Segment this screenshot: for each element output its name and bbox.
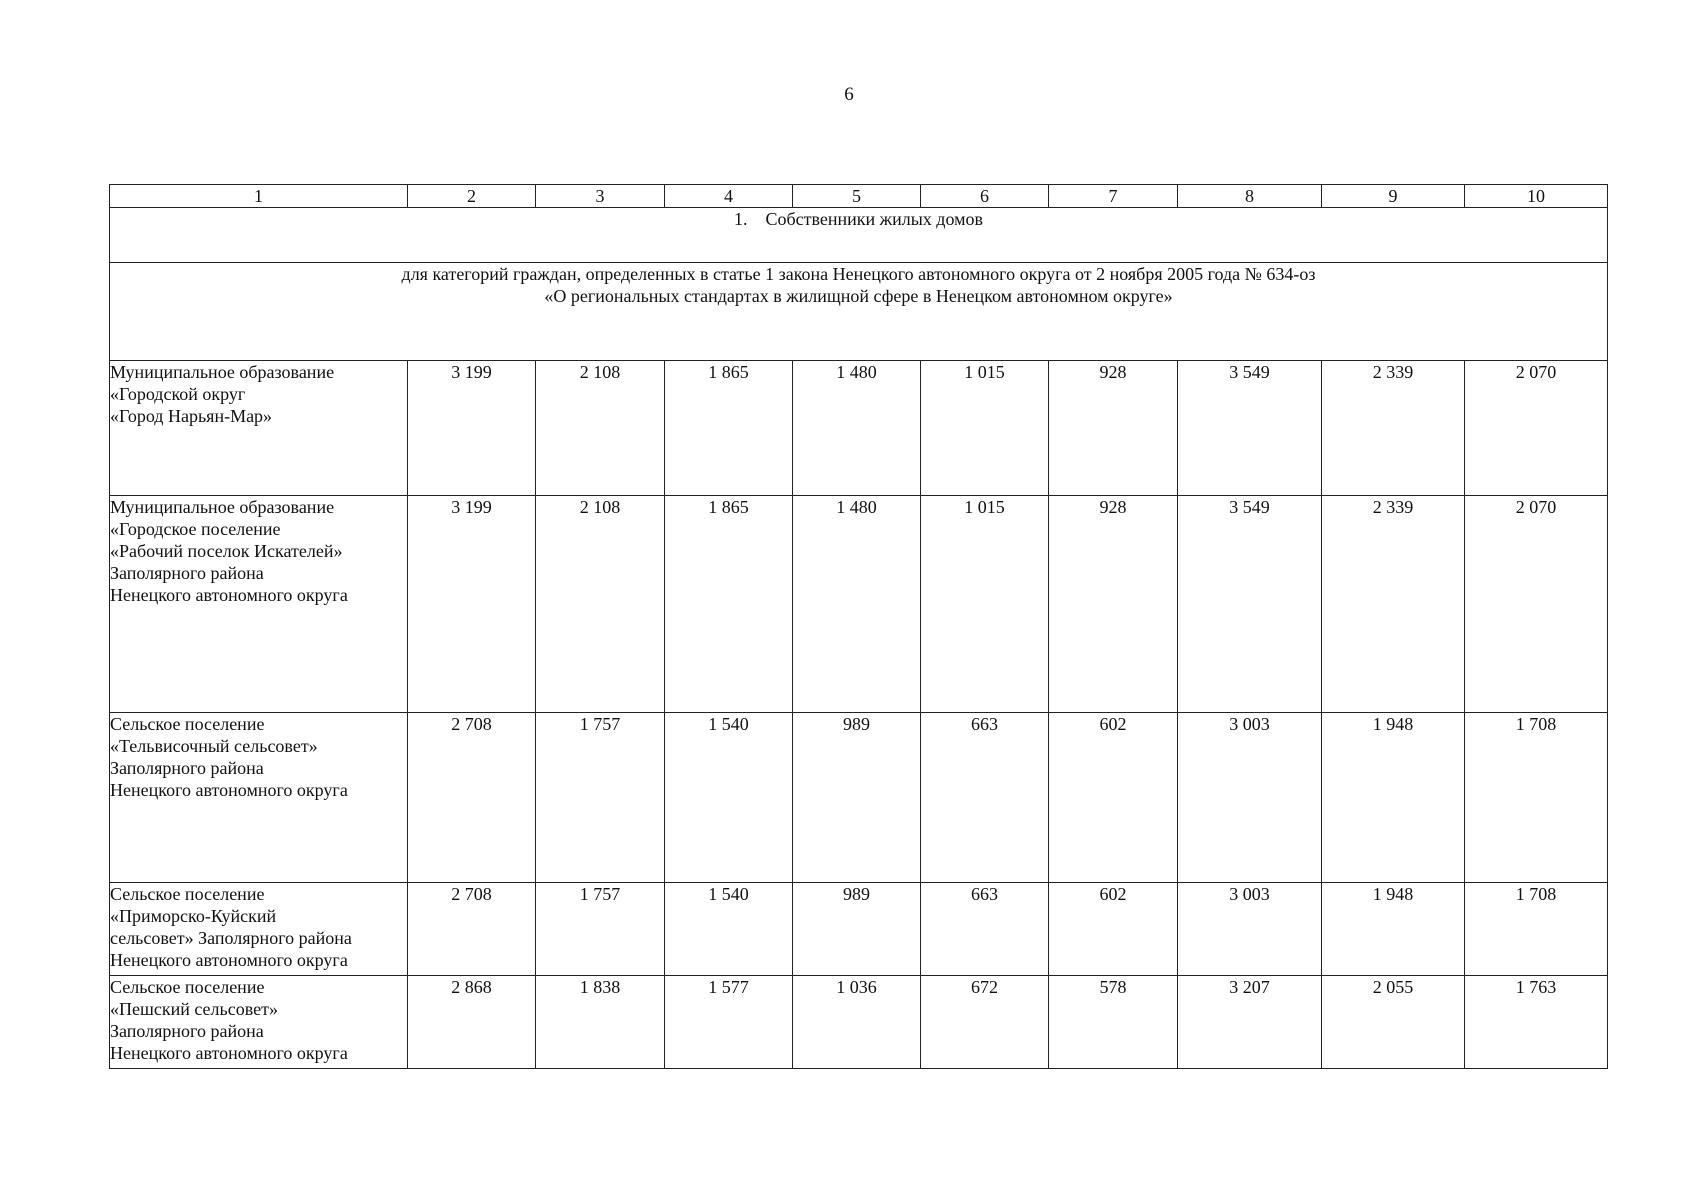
value-cell: 2 339	[1322, 496, 1465, 713]
table-row	[110, 713, 1608, 883]
value-cell: 928	[1049, 361, 1178, 496]
value-cell: 1 036	[793, 976, 921, 1069]
category-description	[110, 263, 1608, 361]
municipality-name-line: «Город Нарьян-Мар»	[110, 406, 273, 426]
municipality-name-line: Ненецкого автономного округа	[110, 950, 348, 970]
municipality-name-line: Сельское поселение	[110, 884, 265, 904]
column-number: 3	[536, 185, 665, 208]
value-cell: 1 838	[536, 976, 665, 1069]
column-number: 1	[110, 185, 408, 208]
category-description-line: «О региональных стандартах в жилищной сфере в Ненецком автономном округе»	[544, 286, 1173, 306]
value-cell: 1 865	[665, 496, 793, 713]
municipality-name-line: Заполярного района	[110, 1021, 264, 1041]
value-cell: 2 339	[1322, 361, 1465, 496]
municipality-name-line: Муниципальное образование	[110, 497, 335, 517]
municipality-name	[110, 361, 408, 496]
table-row	[110, 496, 1608, 713]
municipality-name-line: Заполярного района	[110, 563, 264, 583]
value-cell: 3 003	[1178, 713, 1322, 883]
value-cell: 3 549	[1178, 361, 1322, 496]
municipality-name-line: Муниципальное образование	[110, 362, 335, 382]
value-cell: 2 708	[408, 713, 536, 883]
value-cell: 1 757	[536, 883, 665, 976]
value-cell: 3 003	[1178, 883, 1322, 976]
column-number: 6	[921, 185, 1049, 208]
municipality-name-line: «Пешский сельсовет»	[110, 999, 278, 1019]
value-cell: 2 055	[1322, 976, 1465, 1069]
municipality-name-line: Сельское поселение	[110, 714, 265, 734]
column-number: 10	[1465, 185, 1608, 208]
value-cell: 1 015	[921, 496, 1049, 713]
value-cell: 1 540	[665, 713, 793, 883]
value-cell: 2 108	[536, 496, 665, 713]
municipality-name-line: Заполярного района	[110, 758, 264, 778]
value-cell: 602	[1049, 883, 1178, 976]
value-cell: 663	[921, 713, 1049, 883]
page-number: 6	[844, 84, 854, 105]
value-cell: 1 480	[793, 496, 921, 713]
column-number: 5	[793, 185, 921, 208]
value-cell: 1 948	[1322, 713, 1465, 883]
column-number: 9	[1322, 185, 1465, 208]
value-cell: 1 015	[921, 361, 1049, 496]
column-number: 8	[1178, 185, 1322, 208]
table-row	[110, 976, 1608, 1069]
municipality-name	[110, 883, 408, 976]
value-cell: 989	[793, 713, 921, 883]
value-cell: 663	[921, 883, 1049, 976]
value-cell: 2 070	[1465, 496, 1608, 713]
category-description-line: для категорий граждан, определенных в статье 1 закона Ненецкого автономного округа от 2 ноября 2005 года № 634-оз	[401, 264, 1316, 284]
section-heading	[110, 208, 1608, 263]
value-cell: 928	[1049, 496, 1178, 713]
value-cell: 578	[1049, 976, 1178, 1069]
value-cell: 672	[921, 976, 1049, 1069]
value-cell: 1 480	[793, 361, 921, 496]
column-number-row	[110, 185, 1608, 208]
value-cell: 3 549	[1178, 496, 1322, 713]
value-cell: 2 708	[408, 883, 536, 976]
value-cell: 3 199	[408, 496, 536, 713]
municipality-name	[110, 976, 408, 1069]
municipality-name-line: «Городской округ	[110, 384, 246, 404]
value-cell: 2 868	[408, 976, 536, 1069]
municipality-name-line: сельсовет» Заполярного района	[110, 928, 352, 948]
value-cell: 2 108	[536, 361, 665, 496]
column-number: 2	[408, 185, 536, 208]
value-cell: 1 708	[1465, 713, 1608, 883]
municipality-name-line: Сельское поселение	[110, 977, 265, 997]
value-cell: 3 207	[1178, 976, 1322, 1069]
column-number: 4	[665, 185, 793, 208]
municipality-name-line: «Рабочий поселок Искателей»	[110, 541, 343, 561]
value-cell: 989	[793, 883, 921, 976]
value-cell: 1 708	[1465, 883, 1608, 976]
municipality-name-line: Ненецкого автономного округа	[110, 1043, 348, 1063]
table-row	[110, 361, 1608, 496]
value-cell: 1 757	[536, 713, 665, 883]
value-cell: 1 540	[665, 883, 793, 976]
municipality-name-line: Ненецкого автономного округа	[110, 780, 348, 800]
section-number: 1.	[733, 209, 748, 229]
municipality-name-line: «Городское поселение	[110, 519, 281, 539]
municipality-name-line: «Тельвисочный сельсовет»	[110, 736, 318, 756]
value-cell: 1 948	[1322, 883, 1465, 976]
municipality-name	[110, 713, 408, 883]
standards-table	[109, 184, 1608, 1069]
section-title: Собственники жилых домов	[765, 209, 984, 229]
municipality-name-line: Ненецкого автономного округа	[110, 585, 348, 605]
value-cell: 2 070	[1465, 361, 1608, 496]
municipality-name	[110, 496, 408, 713]
value-cell: 1 763	[1465, 976, 1608, 1069]
section-row	[110, 208, 1608, 263]
subtitle-row	[110, 263, 1608, 361]
value-cell: 1 865	[665, 361, 793, 496]
value-cell: 1 577	[665, 976, 793, 1069]
value-cell: 3 199	[408, 361, 536, 496]
municipality-name-line: «Приморско-Куйский	[110, 906, 277, 926]
column-number: 7	[1049, 185, 1178, 208]
value-cell: 602	[1049, 713, 1178, 883]
table-row	[110, 883, 1608, 976]
